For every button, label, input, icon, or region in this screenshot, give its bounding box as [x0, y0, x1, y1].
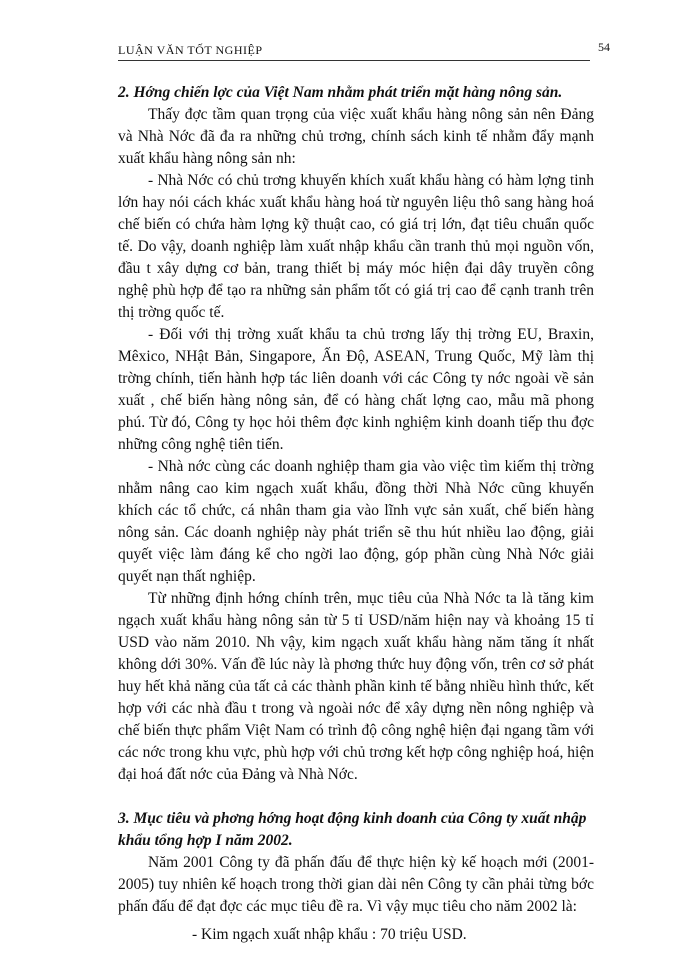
- page-header: [118, 40, 610, 63]
- section-2-paragraph-2: - Nhà Nớc có chủ trơng khuyến khích xuất khẩu hàng có hàm lợng tinh lớn hay nói cách khác xuất khẩu hàng hoá từ nguyên liệu thô sang hàng hoá chế biến có chứa hàm lợng kỹ thuật cao, có giá trị lớn, đạt tiêu chuẩn quốc tế. Do vậy, doanh nghiệp làm xuất nhập khẩu cần tranh thủ mọi nguồn vốn, đầu t xây dựng cơ bản, trang thiết bị máy móc hiện đại dây truyền công nghệ phù hợp để tạo ra những sản phẩm tốt có giá trị cao để cạnh tranh trên thị trờng quốc tế.: [118, 172, 594, 321]
- section-2-paragraph-1: Thấy đợc tầm quan trọng của việc xuất khẩu hàng nông sản nên Đảng và Nhà Nớc đã đa ra những chủ trơng, chính sách kinh tế nhằm đẩy mạnh xuất khẩu hàng nông sản nh:: [118, 106, 594, 167]
- header-title: LUẬN VĂN TỐT NGHIỆP: [118, 43, 263, 57]
- section-gap: [118, 786, 594, 808]
- section-2-paragraph-5: Từ những định hớng chính trên, mục tiêu của Nhà Nớc ta là tăng kim ngạch xuất khẩu hàng nông sản từ 5 tỉ USD/năm hiện nay và khoảng 15 tỉ USD vào năm 2010. Nh vậy, kim ngạch xuất khẩu hàng năm tăng ít nhất không dới 30%. Vấn đề lúc này là phơng thức huy động vốn, trên cơ sở phát huy hết khả năng của tất cả các thành phần kinh tế bằng nhiều hình thức, kết hợp với các nhà đầu t trong và ngoài nớc để xây dựng nền nông nghiệp và chế biến thực phẩm Việt Nam có trình độ công nghệ hiện đại ngang tầm với các nớc trong khu vực, phù hợp với chủ trơng kết hợp công nghiệp hoá, hiện đại hoá đất nớc của Đảng và Nhà Nớc.: [118, 590, 594, 783]
- section-3-heading: 3. Mục tiêu và phơng hớng hoạt động kinh doanh của Công ty xuất nhập khẩu tổng hợp I năm 2002.: [118, 810, 587, 849]
- page-number: 54: [598, 40, 610, 54]
- section-2-heading: 2. Hớng chiến lợc của Việt Nam nhằm phát triển mặt hàng nông sản.: [118, 84, 563, 101]
- section-3-paragraph-1: Năm 2001 Công ty đã phấn đấu để thực hiện kỳ kế hoạch mới (2001-2005) tuy nhiên kế hoạch trong thời gian dài nên Công ty cần phải từng bớc phấn đấu để đạt đợc các mục tiêu đề ra. Vì vậy mục tiêu cho năm 2002 là:: [118, 854, 594, 915]
- document-body: [118, 82, 594, 946]
- section-2-paragraph-3: - Đối với thị trờng xuất khẩu ta chủ trơng lấy thị trờng EU, Braxin, Mêxico, NHật Bản, Singapore, Ấn Độ, ASEAN, Trung Quốc, Mỹ làm thị trờng chính, tiến hành hợp tác liên doanh với các Công ty nớc ngoài về sản xuất , chế biến hàng nông sản, để có hàng chất lợng cao, mẫu mã phong phú. Từ đó, Công ty học hỏi thêm đợc kinh nghiệm kinh doanh tiếp thu đợc những công nghệ tiên tiến.: [118, 326, 594, 453]
- section-2-paragraph-4: - Nhà nớc cùng các doanh nghiệp tham gia vào việc tìm kiếm thị trờng nhằm nâng cao kim ngạch xuất khẩu, đồng thời Nhà Nớc cũng khuyến khích các tổ chức, cá nhân tham gia vào lĩnh vực sản xuất, chế biến hàng nông sản. Các doanh nghiệp này phát triển sẽ thu hút nhiều lao động, giải quyết việc làm đáng kể cho ngời lao động, góp phần cùng Nhà Nớc giải quyết nạn thất nghiệp.: [118, 458, 594, 585]
- header-rule: [118, 60, 590, 61]
- bullet-item: - Kim ngạch xuất nhập khẩu : 70 triệu USD.: [192, 926, 467, 943]
